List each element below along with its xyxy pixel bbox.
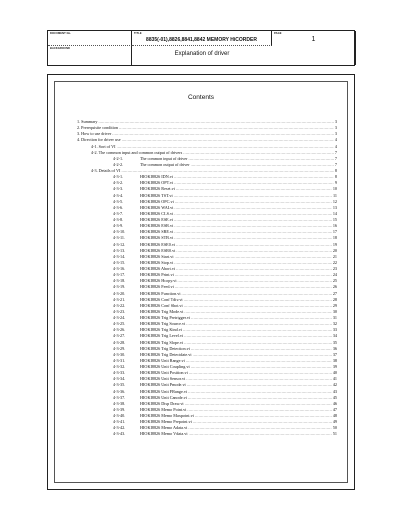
toc-entry-page: 35 (332, 339, 337, 345)
toc-entry-number: 4-3-39. (113, 406, 126, 412)
toc-entry-title: How to use driver (81, 131, 112, 137)
toc-entry-title: HIOKI8826 WAI.vi (140, 204, 174, 210)
toc-entry-number: 4-3-7. (113, 210, 124, 216)
toc-entry-page: 39 (332, 364, 337, 369)
document-title: 8835(-01),8826,8841,8842 MEMORY HiCORDER (146, 37, 257, 43)
toc-entry-page: 41 (332, 376, 337, 382)
toc-entry-page: 3 (334, 131, 337, 137)
toc-entry-number: 4-3-3. (113, 186, 124, 192)
toc-entry-title: HIOKI8826 Reset.vi (140, 186, 175, 192)
toc-entry-title: HIOKI8826 Hcopy.vi (140, 278, 177, 284)
toc-entry-page: 50 (332, 425, 337, 431)
toc-entry-page: 27 (332, 290, 337, 296)
toc-entry-title: HIOKI8826 Conf Tdiv.vi (140, 296, 183, 302)
toc-entry-page: 47 (332, 406, 337, 412)
toc-entry-page: 22 (332, 259, 337, 265)
toc-entry-page: 9 (334, 180, 337, 186)
toc-entry-page: 48 (332, 413, 337, 418)
toc-entry-title: HIOKI8826 ESR0.vi (140, 247, 176, 253)
toc-entry-number: 4-3-13. (113, 247, 126, 253)
toc-entry-page: 37 (332, 351, 337, 357)
toc-entry-title: HIOKI8826 OPT.vi (140, 180, 174, 186)
toc-entry-page: 14 (332, 210, 337, 216)
toc-entry-title: HIOKI8826 Feed.vi (140, 284, 174, 290)
toc-entry-page: 3 (334, 125, 337, 131)
toc-entry-page: 49 (332, 419, 337, 425)
toc-entry-page: 19 (332, 241, 337, 247)
toc-entry-page: 20 (332, 247, 337, 253)
toc-entry-title: HIOKI8826 TST.vi (140, 192, 173, 198)
title-label: TITLE (134, 32, 142, 35)
toc-entry-number: 4-3-18. (113, 278, 126, 284)
toc-entry-title: HIOKI8826 Trig Pretrigger.vi (140, 315, 191, 320)
toc-entry-number: 4-3-40. (113, 413, 126, 418)
toc-entry-title: HIOKI8826 Trig Mode.vi (140, 308, 184, 314)
toc-entry-title: HIOKI8826 Abort.vi (140, 266, 176, 271)
toc-entry-title: HIOKI8826 Unit Range.vi (140, 357, 185, 363)
toc-entry-title: HIOKI8826 Unit FRange.vi (140, 388, 188, 394)
page-frame (47, 74, 355, 490)
toc-entry-number: 4-3-16. (113, 266, 126, 271)
toc-entry-number: 4-3-9. (113, 223, 124, 229)
toc-entry-page: 10 (332, 186, 337, 192)
toc-entry-number: 3. (77, 131, 81, 137)
toc-entry-page: 42 (332, 382, 337, 388)
toc-entry-number: 4-2. (91, 149, 98, 155)
toc-entry-page: 32 (332, 321, 337, 327)
page-number: 1 (311, 36, 316, 43)
toc-entry-number: 4-3-33. (113, 370, 126, 376)
background-cell (48, 46, 132, 65)
table-of-contents (77, 119, 337, 438)
background-label: BACKGROUND (50, 47, 71, 50)
toc-entry-number: 4-3-12. (113, 241, 126, 247)
toc-entry-page: 11 (332, 192, 337, 198)
toc-entry-page: 17 (332, 229, 337, 235)
toc-entry-number: 4-3-31. (113, 357, 126, 363)
toc-entry-page: 24 (332, 272, 337, 278)
toc-entry-number: 4-3-20. (113, 290, 126, 296)
contents-box (54, 81, 348, 483)
toc-entry-title: Summary (81, 119, 98, 124)
toc-entry-page: 28 (332, 296, 337, 302)
toc-entry-number: 4-3-30. (113, 351, 126, 357)
toc-entry-number: 4-3-11. (113, 235, 126, 241)
toc-entry-page: 38 (332, 357, 337, 363)
toc-entry-number: 4-3-36. (113, 388, 126, 394)
toc-entry-title: HIOKI8826 Stop.vi (140, 259, 174, 265)
toc-entry-page: 46 (332, 400, 337, 406)
document-number-label: DOCUMENT No. (50, 32, 72, 35)
toc-entry-page: 15 (332, 217, 337, 222)
toc-entry-number: 4-3-1. (113, 174, 124, 180)
toc-entry-number: 4-3-25. (113, 321, 126, 327)
toc-entry-title: HIOKI8826 Conf Shot.vi (140, 302, 183, 308)
toc-entry-title: HIOKI8826 CLS.vi (140, 210, 174, 216)
toc-entry-title: HIOKI8826 ESE0.vi (140, 241, 176, 247)
toc-entry-number: 4-3-42. (113, 425, 126, 431)
toc-entry-title: The common input and common output of drivers (98, 149, 183, 155)
toc-entry-number: 1. (77, 119, 81, 124)
toc-entry-title: HIOKI8826 ESR.vi (140, 223, 174, 229)
toc-entry-page: 7 (334, 161, 337, 167)
toc-entry-number: 4-3-19. (113, 284, 126, 290)
toc-entry-title: HIOKI8826 Disp Draw.vi (140, 400, 184, 406)
toc-entry-title: HIOKI8826 Trig Detectdate.vi (140, 351, 192, 357)
title-cell (132, 31, 272, 46)
toc-entry-number: 2. (77, 125, 81, 131)
toc-entry-title: HIOKI8826 Unit Canode.vi (140, 394, 187, 400)
toc-entry-number: 4-3-28. (113, 339, 126, 345)
toc-entry-page: 26 (332, 284, 337, 290)
toc-entry-page: 12 (332, 198, 337, 204)
toc-entry-number: 4-3-14. (113, 253, 126, 259)
toc-entry-title: HIOKI8826 Trig Detection.vi (140, 345, 190, 351)
toc-entry-title: HIOKI8826 Memo Prepoint.vi (140, 419, 192, 425)
page-label: PAGE (274, 32, 282, 35)
toc-entry-number: 4-3-10. (113, 229, 126, 235)
toc-entry-page: 8 (334, 174, 337, 180)
toc-entry-number: 4-3-34. (113, 376, 126, 382)
toc-entry-title: HIOKI8826 Unit Coupling.vi (140, 364, 190, 369)
toc-entry-title: HIOKI8826 Start.vi (140, 253, 174, 259)
toc-entry-title: HIOKI8826 Unit Pmode.vi (140, 382, 186, 388)
toc-entry-page: 33 (332, 327, 337, 333)
toc-entry-page: 45 (332, 394, 337, 400)
toc-entry-title: HIOKI8826 Trig Kind.vi (140, 327, 182, 333)
toc-entry-number: 4-3-23. (113, 308, 126, 314)
toc-entry-page: 31 (332, 315, 337, 320)
toc-entry-number: 4-2-2. (113, 161, 124, 167)
toc-entry-number: 4-3-37. (113, 394, 126, 400)
toc-entry-page: 8 (334, 168, 337, 173)
toc-entry-number: 4-2-1. (113, 155, 124, 161)
toc-entry-number: 4-3-22. (113, 302, 126, 308)
toc-entry-number: 4-3. (91, 168, 98, 173)
toc-entry-page: 36 (332, 345, 337, 351)
toc-entry-title: Prerequisite condition (81, 125, 119, 131)
toc-entry-title: HIOKI8826 Memo Point.vi (140, 406, 187, 412)
toc-entry-page: 51 (332, 431, 337, 437)
toc-entry-page: 29 (332, 302, 337, 308)
toc-entry-page: 25 (332, 278, 337, 284)
toc-entry-title: HIOKI8826 Print.vi (140, 272, 174, 278)
toc-entry-title: HIOKI8826 SRE.vi (140, 229, 174, 235)
toc-entry-page: 7 (334, 155, 337, 161)
toc-entry-number: 4-3-32. (113, 364, 126, 369)
toc-entry-title: The common input of driver (140, 155, 188, 161)
toc-entry-number: 4-3-29. (113, 345, 126, 351)
toc-entry-number: 4-3-5. (113, 198, 124, 204)
toc-entry-title: HIOKI8826 Trig Slope.vi (140, 339, 184, 345)
toc-entry-title: HIOKI8826 Trig Level.vi (140, 333, 184, 339)
toc-entry-number: 4-1. (91, 143, 98, 149)
document-subtitle: Explanation of driver (174, 51, 230, 57)
toc-entry-number: 4-3-2. (113, 180, 124, 186)
toc-entry-number: 4-3-38. (113, 400, 126, 406)
toc-entry-page: 30 (332, 308, 337, 314)
toc-entry-page: 4 (334, 143, 337, 149)
toc-entry-page: 4 (334, 137, 337, 143)
toc-entry-number: 4-3-43. (113, 431, 126, 437)
toc-entry-page: 18 (332, 235, 337, 241)
toc-entry-title: HIOKI8826 Memo Vdata.vi (140, 431, 188, 437)
document-number-cell (48, 31, 132, 46)
toc-leader-dots (189, 431, 332, 437)
toc-entry-title: HIOKI8826 IDN.vi (140, 174, 174, 180)
toc-entry-page: 13 (332, 204, 337, 210)
toc-entry-title: HIOKI8826 Trig Source.vi (140, 321, 186, 327)
toc-entry-number: 4-3-35. (113, 382, 126, 388)
toc-entry-number: 4-3-4. (113, 192, 124, 198)
toc-entry-title: The common output of driver (140, 161, 190, 167)
toc-entry-title: Direction for driver use (81, 137, 121, 143)
toc-entry-page: 16 (332, 223, 337, 229)
toc-entry-title: HIOKI8826 ESE.vi (140, 217, 174, 222)
toc-entry-number: 4-3-17. (113, 272, 126, 278)
toc-entry-title: HIOKI8826 Unit Position.vi (140, 370, 188, 376)
toc-entry-title: HIOKI8826 OPC.vi (140, 198, 174, 204)
toc-entry-number: 4-3-8. (113, 217, 124, 222)
toc-entry-number: 4. (77, 137, 81, 143)
contents-heading: Contents (187, 94, 215, 101)
subtitle-cell (132, 46, 272, 65)
toc-entry-number: 4-3-24. (113, 315, 126, 320)
toc-entry-page: 7 (334, 149, 337, 155)
toc-entry-page: 23 (332, 266, 337, 271)
document-header (47, 30, 355, 66)
toc-entry-number: 4-3-27. (113, 333, 126, 339)
toc-entry-number: 4-3-15. (113, 259, 126, 265)
toc-entry-number: 4-3-6. (113, 204, 124, 210)
toc-entry-page: 21 (332, 253, 337, 259)
page-cell (272, 31, 356, 65)
toc-entry-title: HIOKI8826 Memo Maxpoint.vi (140, 413, 194, 418)
toc-entry-title: HIOKI8826 STB.vi (140, 235, 174, 241)
toc-entry-page: 34 (332, 333, 337, 339)
toc-entry[interactable] (77, 431, 337, 437)
toc-entry-page: 43 (332, 388, 337, 394)
toc-entry-number: 4-3-21. (113, 296, 126, 302)
toc-entry-title: HIOKI8826 Memo Adata.vi (140, 425, 188, 431)
toc-entry-title: HIOKI8826 Unit Sensor.vi (140, 376, 186, 382)
toc-entry-number: 4-3-26. (113, 327, 126, 333)
toc-entry-page: 40 (332, 370, 337, 376)
toc-entry-page: 3 (334, 119, 337, 124)
toc-entry-title: Sort of VI (98, 143, 116, 149)
toc-entry-title: Details of VI (98, 168, 121, 173)
toc-entry-number: 4-3-41. (113, 419, 126, 425)
toc-entry-title: HIOKI8826 Function.vi (140, 290, 181, 296)
